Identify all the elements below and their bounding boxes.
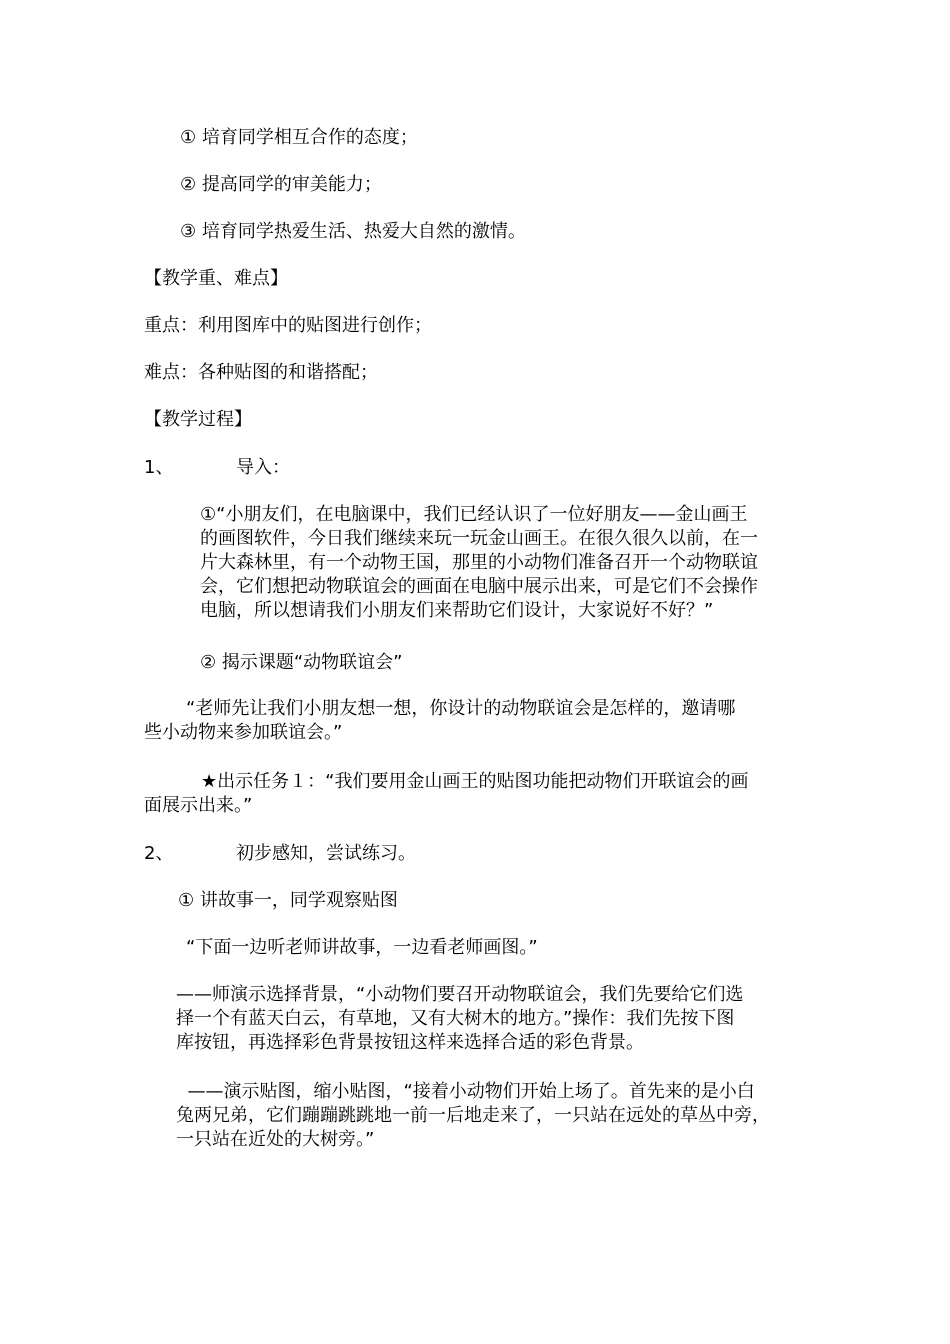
paragraph-line: ★出示任务１：“我们要用金山画王的贴图功能把动物们开联谊会的画 [201, 771, 749, 792]
paragraph-line: 一只站在近处的大树旁。” [176, 1129, 375, 1150]
difficult-point: 难点：各种贴图的和谐搭配； [144, 362, 378, 383]
step-1-title: 导入： [236, 457, 290, 478]
step-1-heading [144, 456, 290, 480]
section-heading-key-difficulty: 【教学重、难点】 [144, 268, 288, 289]
paragraph-line: “老师先让我们小朋友想一想，你设计的动物联谊会是怎样的，邀请哪 [186, 698, 736, 719]
goal-cooperation: ① 培育同学相互合作的态度； [180, 127, 418, 148]
paragraph-line: 兔两兄弟，它们蹦蹦跳跳地一前一后地走来了，一只站在远处的草丛中旁， [176, 1105, 770, 1126]
paragraph-line: 些小动物来参加联谊会。” [144, 722, 343, 743]
step-2-listen: “下面一边听老师讲故事，一边看老师画图。” [186, 937, 538, 958]
paragraph-line: 择一个有蓝天白云，有草地，又有大树木的地方。”操作：我们先按下图 [176, 1008, 735, 1029]
paragraph-line: 片大森林里，有一个动物王国，那里的小动物们准备召开一个动物联谊 [200, 552, 758, 573]
step-1-topic: ② 揭示课题“动物联谊会” [200, 652, 403, 673]
paragraph-line: ——师演示选择背景，“小动物们要召开动物联谊会，我们先要给它们选 [176, 984, 744, 1005]
paragraph-line: ①“小朋友们，在电脑课中，我们已经认识了一位好朋友——金山画王 [200, 504, 748, 525]
paragraph-line: ——演示贴图，缩小贴图，“接着小动物们开始上场了。首先来的是小白 [176, 1081, 755, 1102]
paragraph-line: 库按钮，再选择彩色背景按钮这样来选择合适的彩色背景。 [176, 1032, 644, 1053]
step-1-task-paragraph [144, 770, 748, 818]
key-point: 重点：利用图库中的贴图进行创作； [144, 315, 432, 336]
goal-aesthetics: ② 提高同学的审美能力； [180, 174, 382, 195]
step-2-title: 初步感知，尝试练习。 [236, 843, 416, 864]
step-2-demo-sticker-paragraph [176, 1080, 770, 1152]
paragraph-line: 面展示出来。” [144, 795, 253, 816]
step-1-teacher-paragraph [144, 697, 735, 745]
paragraph-line: 会，它们想把动物联谊会的画面在电脑中展示出来，可是它们不会操作 [200, 576, 758, 597]
paragraph-line: 的画图软件，今日我们继续来玩一玩金山画王。在很久很久以前，在一 [200, 528, 758, 549]
step-2-story: ① 讲故事一，同学观察贴图 [178, 890, 398, 911]
paragraph-line: 电脑，所以想请我们小朋友们来帮助它们设计，大家说好不好？” [200, 600, 714, 621]
step-2-demo-background-paragraph [176, 983, 743, 1055]
step-2-number: 2、 [144, 843, 174, 864]
goal-love-nature: ③ 培育同学热爱生活、热爱大自然的激情。 [180, 221, 526, 242]
section-heading-process: 【教学过程】 [144, 409, 252, 430]
step-1-intro-paragraph [200, 503, 758, 623]
step-1-number: 1、 [144, 457, 174, 478]
step-2-heading [144, 842, 416, 866]
